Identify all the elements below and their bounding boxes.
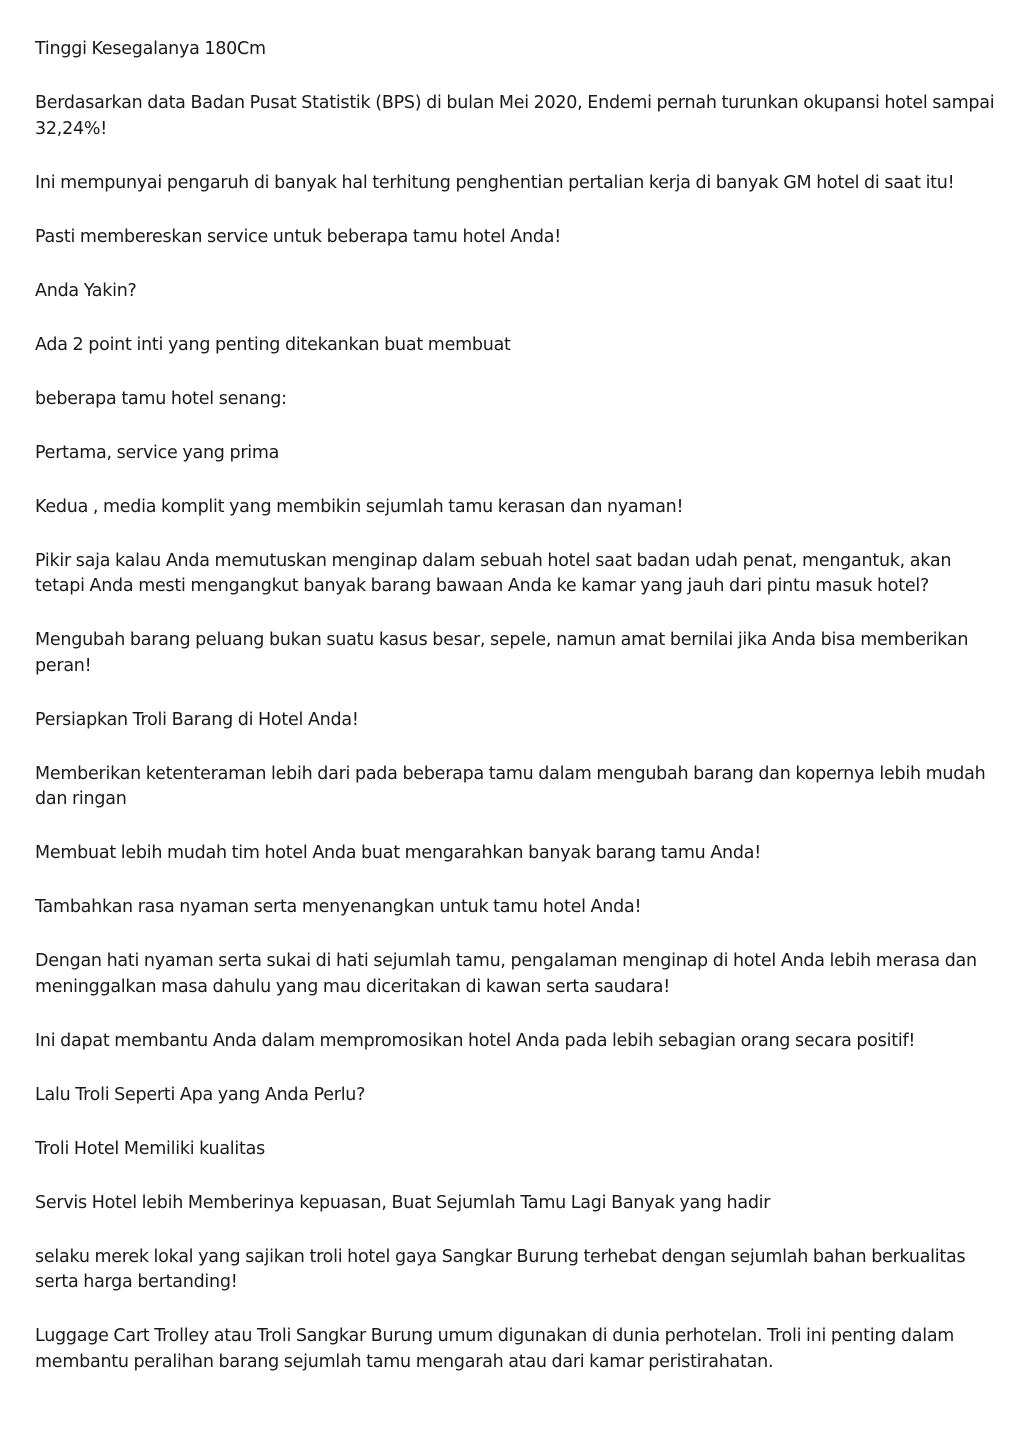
paragraph-8: Pertama, service yang prima — [35, 442, 280, 463]
paragraph-20: Servis Hotel lebih Memberinya kepuasan, Buat Sejumlah Tamu Lagi Banyak yang hadir — [35, 1192, 771, 1213]
paragraph-1: Tinggi Kesegalanya 180Cm — [35, 39, 266, 59]
paragraph-5: Anda Yakin? — [35, 280, 137, 301]
paragraph-22: Luggage Cart Trolley atau Troli Sangkar Burung umum digunakan di dunia perhotelan. Troli ini penting dalam membantu peralihan barang sejumlah tamu mengarah atau dari kamar peristirahatan. — [35, 1326, 955, 1372]
paragraph-12: Persiapkan Troli Barang di Hotel Anda! — [35, 709, 359, 730]
paragraph-19: Troli Hotel Memiliki kualitas — [35, 1138, 265, 1159]
paragraph-4: Pasti membereskan service untuk beberapa tamu hotel Anda! — [35, 226, 561, 247]
document-page — [35, 37, 995, 1404]
paragraph-7: beberapa tamu hotel senang: — [35, 388, 287, 409]
paragraph-13: Memberikan ketenteraman lebih dari pada beberapa tamu dalam mengubah barang dan kopernya lebih mudah dan ringan — [35, 763, 986, 809]
paragraph-6: Ada 2 point inti yang penting ditekankan buat membuat — [35, 334, 511, 355]
paragraph-10: Pikir saja kalau Anda memutuskan menginap dalam sebuah hotel saat badan udah penat, mengantuk, akan tetapi Anda mesti mengangkut banyak barang bawaan Anda ke kamar yang jauh dari pintu masuk hotel? — [35, 550, 952, 596]
paragraph-2: Berdasarkan data Badan Pusat Statistik (BPS) di bulan Mei 2020, Endemi pernah turunkan okupansi hotel sampai 32,24%! — [35, 93, 995, 139]
paragraph-17: Ini dapat membantu Anda dalam mempromosikan hotel Anda pada lebih sebagian orang secara positif! — [35, 1030, 916, 1051]
paragraph-11: Mengubah barang peluang bukan suatu kasus besar, sepele, namun amat bernilai jika Anda bisa memberikan peran! — [35, 630, 969, 676]
paragraph-18: Lalu Troli Seperti Apa yang Anda Perlu? — [35, 1084, 366, 1105]
paragraph-14: Membuat lebih mudah tim hotel Anda buat mengarahkan banyak barang tamu Anda! — [35, 843, 761, 863]
paragraph-15: Tambahkan rasa nyaman serta menyenangkan untuk tamu hotel Anda! — [35, 897, 642, 917]
paragraph-16: Dengan hati nyaman serta sukai di hati sejumlah tamu, pengalaman menginap di hotel Anda lebih merasa dan meninggalkan masa dahulu yang mau diceritakan di kawan serta saudara! — [35, 951, 977, 997]
paragraph-21: selaku merek lokal yang sajikan troli hotel gaya Sangkar Burung terhebat dengan sejumlah bahan berkualitas serta harga bertanding! — [35, 1246, 966, 1292]
paragraph-9: Kedua , media komplit yang membikin sejumlah tamu kerasan dan nyaman! — [35, 496, 684, 517]
paragraph-3: Ini mempunyai pengaruh di banyak hal terhitung penghentian pertalian kerja di banyak GM hotel di saat itu! — [35, 172, 955, 193]
